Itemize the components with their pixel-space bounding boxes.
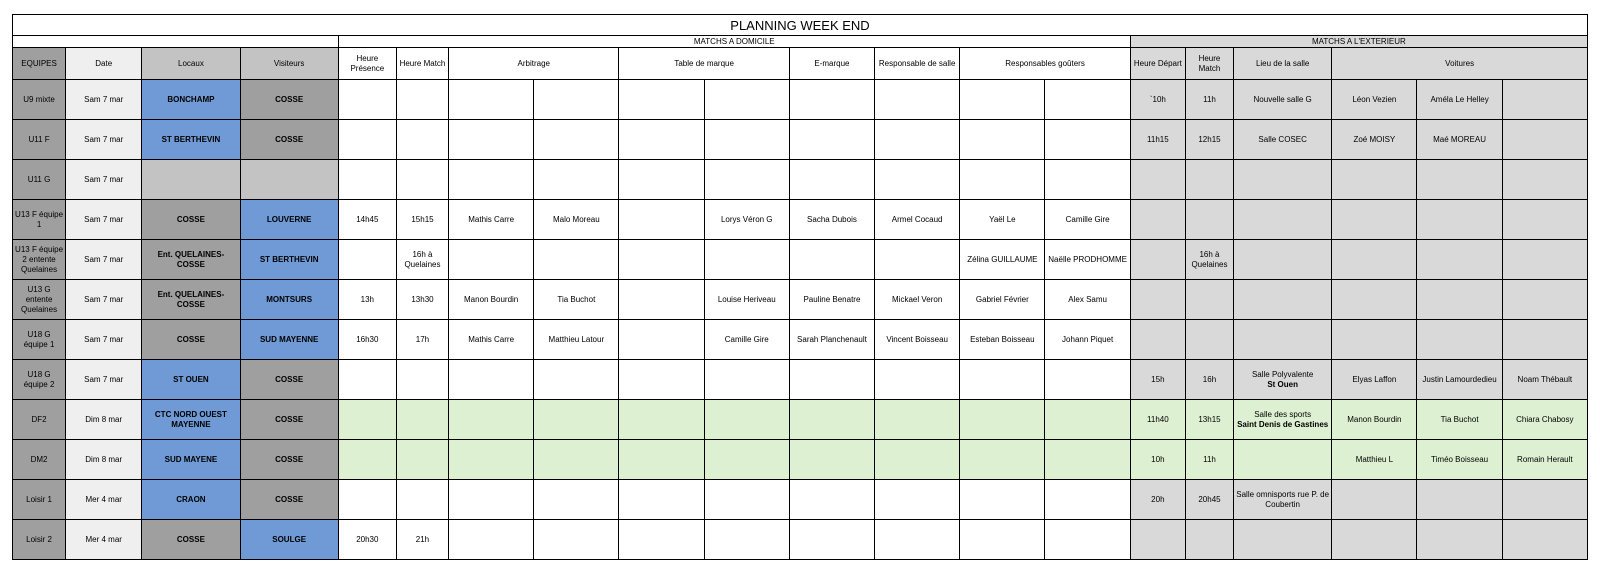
cell-date: Sam 7 mar	[66, 200, 142, 240]
cell-heure-presence	[338, 240, 396, 280]
cell-lieu-salle	[1234, 280, 1332, 320]
cell-heure-presence	[338, 360, 396, 400]
cell-arbitre-1: Manon Bourdin	[449, 280, 534, 320]
cell-voiture-2	[1417, 160, 1502, 200]
cell-heure-presence: 16h30	[338, 320, 396, 360]
lieu-salle-text: Salle COSEC	[1258, 134, 1307, 144]
cell-gouter-1: Zélina GUILLAUME	[960, 240, 1045, 280]
cell-responsable-salle	[875, 360, 960, 400]
header-heure-depart: Heure Départ	[1130, 48, 1185, 80]
cell-gouter-2	[1045, 440, 1130, 480]
cell-lieu-salle	[1234, 160, 1332, 200]
cell-arbitre-1	[449, 440, 534, 480]
cell-gouter-2: Camille Gire	[1045, 200, 1130, 240]
cell-heure-match	[396, 440, 448, 480]
cell-date: Sam 7 mar	[66, 280, 142, 320]
cell-gouter-1	[960, 80, 1045, 120]
cell-arbitre-2	[534, 480, 619, 520]
header-heure-match: Heure Match	[396, 48, 448, 80]
cell-date: Sam 7 mar	[66, 80, 142, 120]
cell-heure-match-ext: 11h	[1185, 440, 1233, 480]
cell-lieu-salle	[1234, 80, 1332, 120]
cell-voiture-1	[1332, 480, 1417, 520]
cell-voiture-3	[1502, 280, 1587, 320]
cell-responsable-salle	[875, 80, 960, 120]
section-home: MATCHS A DOMICILE	[338, 36, 1130, 48]
cell-gouter-1	[960, 440, 1045, 480]
cell-heure-presence: 13h	[338, 280, 396, 320]
cell-team: DF2	[13, 400, 66, 440]
cell-heure-match: 21h	[396, 520, 448, 560]
cell-emarque: Sacha Dubois	[789, 200, 874, 240]
cell-heure-presence	[338, 160, 396, 200]
table-row	[13, 480, 1588, 520]
cell-heure-presence	[338, 120, 396, 160]
header-table-marque: Table de marque	[619, 48, 789, 80]
cell-arbitre-1: Mathis Carre	[449, 320, 534, 360]
header-voitures: Voitures	[1332, 48, 1588, 80]
cell-heure-match	[396, 400, 448, 440]
column-header-row	[13, 48, 1588, 80]
cell-voiture-3	[1502, 120, 1587, 160]
cell-emarque	[789, 480, 874, 520]
cell-table-marque-2: Camille Gire	[704, 320, 789, 360]
cell-emarque	[789, 360, 874, 400]
cell-responsable-salle	[875, 240, 960, 280]
cell-table-marque-1	[619, 200, 704, 240]
table-row	[13, 160, 1588, 200]
header-lieu-salle: Lieu de la salle	[1234, 48, 1332, 80]
cell-heure-presence	[338, 440, 396, 480]
cell-date: Dim 8 mar	[66, 400, 142, 440]
cell-voiture-3	[1502, 320, 1587, 360]
cell-date: Sam 7 mar	[66, 320, 142, 360]
cell-lieu-salle	[1234, 360, 1332, 400]
cell-voiture-3: Chiara Chabosy	[1502, 400, 1587, 440]
cell-gouter-1: Esteban Boisseau	[960, 320, 1045, 360]
cell-team: U13 F équipe 1	[13, 200, 66, 240]
cell-gouter-2	[1045, 80, 1130, 120]
cell-locaux: CTC NORD OUEST MAYENNE	[142, 400, 240, 440]
cell-responsable-salle	[875, 160, 960, 200]
cell-visiteurs: SOULGE	[240, 520, 338, 560]
table-row	[13, 320, 1588, 360]
cell-date: Sam 7 mar	[66, 360, 142, 400]
table-row	[13, 80, 1588, 120]
cell-table-marque-2	[704, 360, 789, 400]
cell-arbitre-2	[534, 120, 619, 160]
cell-locaux: COSSE	[142, 200, 240, 240]
cell-gouter-2	[1045, 480, 1130, 520]
cell-heure-match: 13h30	[396, 280, 448, 320]
table-row	[13, 440, 1588, 480]
cell-table-marque-2	[704, 160, 789, 200]
cell-visiteurs: COSSE	[240, 480, 338, 520]
cell-table-marque-2: Lorys Véron G	[704, 200, 789, 240]
cell-table-marque-2	[704, 520, 789, 560]
cell-heure-match-ext	[1185, 320, 1233, 360]
cell-heure-match-ext: 16h à Quelaines	[1185, 240, 1233, 280]
cell-voiture-2: Maé MOREAU	[1417, 120, 1502, 160]
cell-heure-match-ext: 12h15	[1185, 120, 1233, 160]
section-header-row	[13, 36, 1588, 48]
cell-voiture-2	[1417, 240, 1502, 280]
cell-voiture-1	[1332, 200, 1417, 240]
cell-arbitre-1	[449, 80, 534, 120]
cell-team: U13 F équipe 2 entente Quelaines	[13, 240, 66, 280]
cell-heure-depart: 10h	[1130, 440, 1185, 480]
cell-team: Loisir 2	[13, 520, 66, 560]
cell-responsable-salle	[875, 400, 960, 440]
cell-table-marque-2	[704, 240, 789, 280]
cell-visiteurs: COSSE	[240, 360, 338, 400]
cell-heure-presence	[338, 400, 396, 440]
cell-voiture-1	[1332, 520, 1417, 560]
table-row	[13, 280, 1588, 320]
cell-gouter-2	[1045, 360, 1130, 400]
cell-heure-match: 16h à Quelaines	[396, 240, 448, 280]
cell-voiture-3	[1502, 240, 1587, 280]
cell-date: Dim 8 mar	[66, 440, 142, 480]
cell-table-marque-2: Louise Heriveau	[704, 280, 789, 320]
cell-heure-match-ext: 16h	[1185, 360, 1233, 400]
header-heure-match-ext: Heure Match	[1185, 48, 1233, 80]
table-row	[13, 520, 1588, 560]
cell-voiture-1: Manon Bourdin	[1332, 400, 1417, 440]
cell-visiteurs: MONTSURS	[240, 280, 338, 320]
cell-visiteurs: COSSE	[240, 400, 338, 440]
cell-table-marque-2	[704, 120, 789, 160]
cell-locaux: SUD MAYENE	[142, 440, 240, 480]
cell-voiture-3	[1502, 160, 1587, 200]
cell-gouter-2	[1045, 400, 1130, 440]
cell-table-marque-1	[619, 520, 704, 560]
lieu-salle-text: Salle Polyvalente	[1251, 369, 1314, 379]
cell-table-marque-1	[619, 280, 704, 320]
cell-locaux: Ent. QUELAINES-COSSE	[142, 240, 240, 280]
cell-team: U18 G équipe 2	[13, 360, 66, 400]
cell-voiture-1	[1332, 240, 1417, 280]
cell-locaux: CRAON	[142, 480, 240, 520]
cell-arbitre-2: Tia Buchot	[534, 280, 619, 320]
cell-emarque	[789, 240, 874, 280]
cell-voiture-3: Noam Thébault	[1502, 360, 1587, 400]
cell-gouter-1	[960, 520, 1045, 560]
cell-emarque	[789, 440, 874, 480]
cell-heure-depart	[1130, 520, 1185, 560]
header-arbitrage: Arbitrage	[449, 48, 619, 80]
cell-arbitre-1	[449, 120, 534, 160]
cell-lieu-salle	[1234, 400, 1332, 440]
header-resp-gouters: Responsables goûters	[960, 48, 1131, 80]
cell-heure-match: 17h	[396, 320, 448, 360]
cell-voiture-2	[1417, 520, 1502, 560]
cell-voiture-1: Zoé MOISY	[1332, 120, 1417, 160]
cell-heure-match-ext	[1185, 200, 1233, 240]
cell-lieu-salle	[1234, 480, 1332, 520]
cell-table-marque-1	[619, 80, 704, 120]
cell-date: Mer 4 mar	[66, 520, 142, 560]
cell-voiture-1	[1332, 280, 1417, 320]
cell-heure-match	[396, 120, 448, 160]
cell-visiteurs	[240, 160, 338, 200]
cell-date: Mer 4 mar	[66, 480, 142, 520]
cell-table-marque-2	[704, 80, 789, 120]
cell-gouter-2: Johann Piquet	[1045, 320, 1130, 360]
header-visiteurs: Visiteurs	[240, 48, 338, 80]
lieu-salle-bold-text: St Ouen	[1267, 379, 1298, 389]
cell-responsable-salle	[875, 440, 960, 480]
cell-arbitre-2	[534, 160, 619, 200]
cell-arbitre-2	[534, 400, 619, 440]
cell-heure-match	[396, 480, 448, 520]
cell-heure-presence	[338, 480, 396, 520]
lieu-salle-bold-text: Saint Denis de Gastines	[1237, 419, 1329, 429]
cell-lieu-salle	[1234, 520, 1332, 560]
cell-table-marque-1	[619, 360, 704, 400]
cell-locaux	[142, 160, 240, 200]
cell-team: U11 G	[13, 160, 66, 200]
cell-heure-match-ext: 13h15	[1185, 400, 1233, 440]
header-resp-salle: Responsable de salle	[875, 48, 960, 80]
cell-lieu-salle	[1234, 240, 1332, 280]
cell-heure-depart	[1130, 160, 1185, 200]
cell-heure-presence	[338, 80, 396, 120]
cell-table-marque-1	[619, 440, 704, 480]
cell-table-marque-2	[704, 400, 789, 440]
cell-emarque	[789, 160, 874, 200]
cell-visiteurs: LOUVERNE	[240, 200, 338, 240]
cell-team: Loisir 1	[13, 480, 66, 520]
cell-arbitre-1	[449, 360, 534, 400]
cell-heure-match	[396, 360, 448, 400]
section-away: MATCHS A L'EXTERIEUR	[1130, 36, 1587, 48]
page-title: PLANNING WEEK END	[12, 14, 1588, 35]
header-emarque: E-marque	[789, 48, 874, 80]
cell-gouter-1	[960, 120, 1045, 160]
cell-voiture-1: Elyas Laffon	[1332, 360, 1417, 400]
cell-table-marque-2	[704, 440, 789, 480]
cell-emarque	[789, 120, 874, 160]
cell-lieu-salle	[1234, 320, 1332, 360]
cell-heure-match: 15h15	[396, 200, 448, 240]
cell-voiture-2	[1417, 280, 1502, 320]
cell-arbitre-1	[449, 520, 534, 560]
cell-table-marque-1	[619, 160, 704, 200]
cell-voiture-1: Léon Vezien	[1332, 80, 1417, 120]
cell-team: U9 mixte	[13, 80, 66, 120]
planning-sheet	[12, 14, 1588, 560]
cell-arbitre-2	[534, 360, 619, 400]
cell-voiture-3	[1502, 200, 1587, 240]
cell-visiteurs: COSSE	[240, 120, 338, 160]
cell-locaux: ST BERTHEVIN	[142, 120, 240, 160]
cell-visiteurs: COSSE	[240, 440, 338, 480]
cell-emarque	[789, 80, 874, 120]
cell-emarque	[789, 520, 874, 560]
cell-heure-depart: 15h	[1130, 360, 1185, 400]
cell-heure-depart	[1130, 240, 1185, 280]
cell-table-marque-2	[704, 480, 789, 520]
section-blank	[13, 36, 339, 48]
cell-gouter-1	[960, 400, 1045, 440]
cell-arbitre-2	[534, 440, 619, 480]
cell-heure-match	[396, 160, 448, 200]
cell-voiture-2: Timéo Boisseau	[1417, 440, 1502, 480]
cell-emarque: Pauline Benatre	[789, 280, 874, 320]
cell-voiture-1: Matthieu L	[1332, 440, 1417, 480]
cell-gouter-1: Yaël Le	[960, 200, 1045, 240]
cell-heure-match	[396, 80, 448, 120]
planning-table	[12, 35, 1588, 560]
header-locaux: Locaux	[142, 48, 240, 80]
cell-table-marque-1	[619, 240, 704, 280]
cell-lieu-salle	[1234, 120, 1332, 160]
cell-arbitre-2	[534, 80, 619, 120]
cell-emarque: Sarah Planchenault	[789, 320, 874, 360]
cell-heure-match-ext: 11h	[1185, 80, 1233, 120]
cell-arbitre-2	[534, 240, 619, 280]
cell-table-marque-1	[619, 320, 704, 360]
cell-heure-match-ext	[1185, 520, 1233, 560]
cell-heure-match-ext: 20h45	[1185, 480, 1233, 520]
cell-team: U13 G entente Quelaines	[13, 280, 66, 320]
cell-voiture-1	[1332, 160, 1417, 200]
cell-heure-depart: 11h15	[1130, 120, 1185, 160]
cell-gouter-1	[960, 160, 1045, 200]
cell-locaux: ST OUEN	[142, 360, 240, 400]
cell-gouter-2: Naëlle PRODHOMME	[1045, 240, 1130, 280]
cell-responsable-salle	[875, 520, 960, 560]
cell-team: U18 G équipe 1	[13, 320, 66, 360]
cell-heure-depart	[1130, 280, 1185, 320]
cell-responsable-salle: Armel Cocaud	[875, 200, 960, 240]
cell-locaux: BONCHAMP	[142, 80, 240, 120]
cell-responsable-salle	[875, 120, 960, 160]
cell-table-marque-1	[619, 480, 704, 520]
cell-arbitre-2: Matthieu Latour	[534, 320, 619, 360]
cell-heure-depart: 11h40	[1130, 400, 1185, 440]
header-date: Date	[66, 48, 142, 80]
cell-date: Sam 7 mar	[66, 120, 142, 160]
cell-responsable-salle: Mickael Veron	[875, 280, 960, 320]
table-row	[13, 200, 1588, 240]
cell-heure-depart	[1130, 320, 1185, 360]
cell-gouter-1: Gabriel Février	[960, 280, 1045, 320]
cell-visiteurs: ST BERTHEVIN	[240, 240, 338, 280]
cell-voiture-3	[1502, 80, 1587, 120]
lieu-salle-text: Nouvelle salle G	[1253, 94, 1312, 104]
cell-voiture-2: Améla Le Helley	[1417, 80, 1502, 120]
cell-gouter-1	[960, 480, 1045, 520]
cell-locaux: Ent. QUELAINES-COSSE	[142, 280, 240, 320]
cell-gouter-2: Alex Samu	[1045, 280, 1130, 320]
cell-voiture-2	[1417, 480, 1502, 520]
cell-heure-presence: 20h30	[338, 520, 396, 560]
cell-heure-depart: `10h	[1130, 80, 1185, 120]
cell-heure-match-ext	[1185, 280, 1233, 320]
cell-arbitre-1: Mathis Carre	[449, 200, 534, 240]
cell-voiture-3	[1502, 480, 1587, 520]
cell-arbitre-2	[534, 520, 619, 560]
cell-voiture-3	[1502, 520, 1587, 560]
cell-heure-depart: 20h	[1130, 480, 1185, 520]
cell-gouter-2	[1045, 120, 1130, 160]
cell-date: Sam 7 mar	[66, 240, 142, 280]
cell-arbitre-1	[449, 240, 534, 280]
cell-arbitre-1	[449, 160, 534, 200]
header-heure-presence: Heure Présence	[338, 48, 396, 80]
cell-voiture-2: Tia Buchot	[1417, 400, 1502, 440]
cell-lieu-salle	[1234, 200, 1332, 240]
table-row	[13, 120, 1588, 160]
cell-date: Sam 7 mar	[66, 160, 142, 200]
cell-voiture-2	[1417, 200, 1502, 240]
cell-gouter-2	[1045, 520, 1130, 560]
cell-lieu-salle	[1234, 440, 1332, 480]
cell-voiture-2	[1417, 320, 1502, 360]
cell-visiteurs: SUD MAYENNE	[240, 320, 338, 360]
cell-table-marque-1	[619, 120, 704, 160]
cell-arbitre-1	[449, 480, 534, 520]
cell-gouter-2	[1045, 160, 1130, 200]
cell-arbitre-2: Malo Moreau	[534, 200, 619, 240]
cell-gouter-1	[960, 360, 1045, 400]
cell-table-marque-1	[619, 400, 704, 440]
cell-heure-match-ext	[1185, 160, 1233, 200]
cell-responsable-salle	[875, 480, 960, 520]
table-row	[13, 360, 1588, 400]
cell-team: U11 F	[13, 120, 66, 160]
cell-heure-depart	[1130, 200, 1185, 240]
cell-visiteurs: COSSE	[240, 80, 338, 120]
lieu-salle-text: Salle des sports	[1254, 409, 1312, 419]
table-row	[13, 240, 1588, 280]
table-row	[13, 400, 1588, 440]
cell-voiture-2: Justin Lamourdedieu	[1417, 360, 1502, 400]
cell-locaux: COSSE	[142, 320, 240, 360]
cell-arbitre-1	[449, 400, 534, 440]
cell-locaux: COSSE	[142, 520, 240, 560]
cell-emarque	[789, 400, 874, 440]
cell-responsable-salle: Vincent Boisseau	[875, 320, 960, 360]
cell-voiture-1	[1332, 320, 1417, 360]
header-equipes: EQUIPES	[13, 48, 66, 80]
cell-heure-presence: 14h45	[338, 200, 396, 240]
lieu-salle-text: Salle omnisports rue P. de Coubertin	[1236, 489, 1330, 509]
cell-voiture-3: Romain Herault	[1502, 440, 1587, 480]
cell-team: DM2	[13, 440, 66, 480]
